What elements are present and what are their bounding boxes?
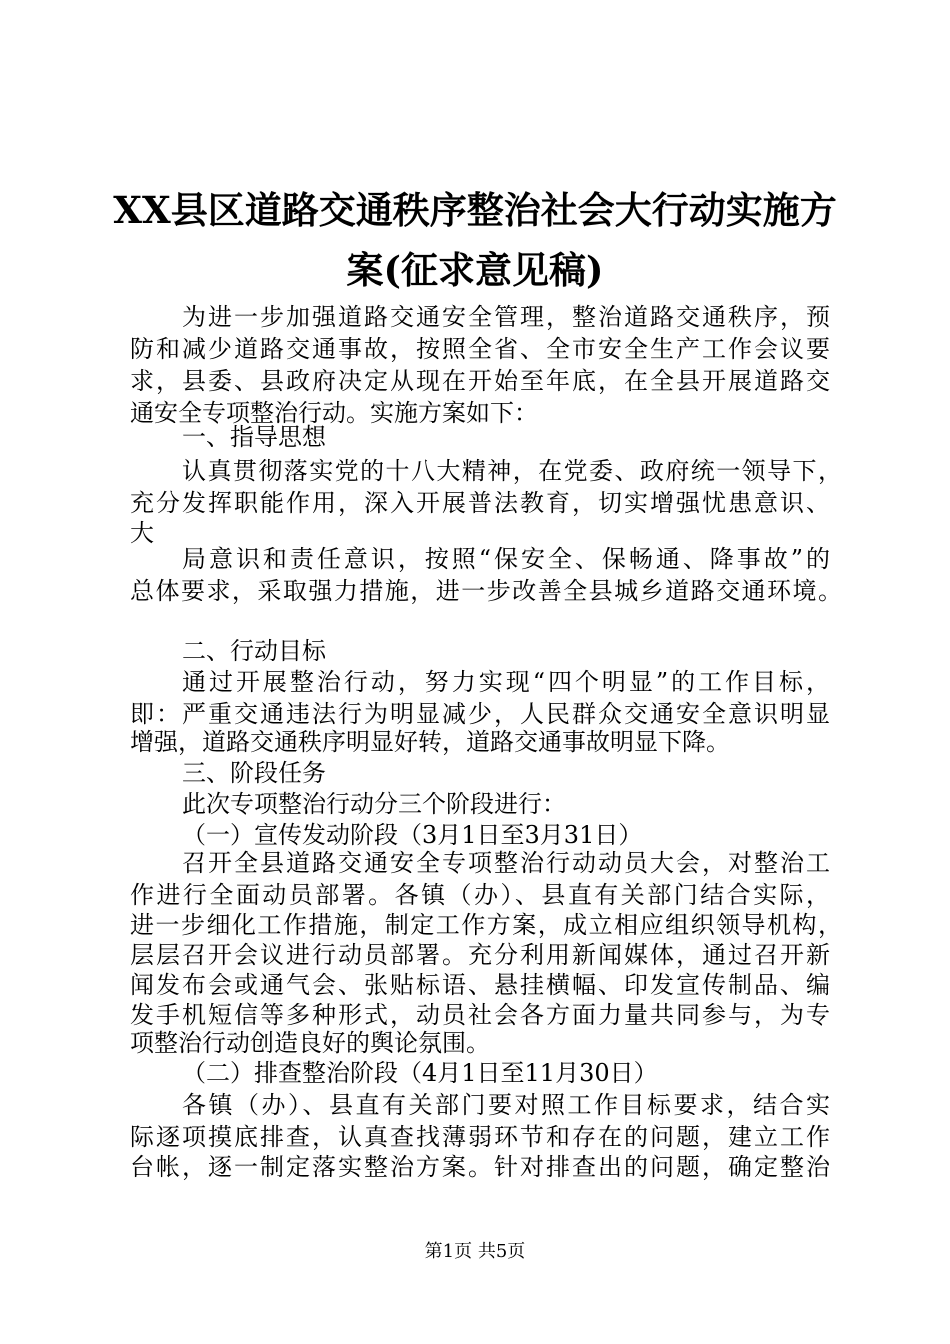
body-line: 通过开展整治行动，努力实现“四个明显”的工作目标，	[182, 668, 830, 696]
page-number-footer: 第1页 共5页	[424, 1241, 526, 1262]
body-line: 此次专项整治行动分三个阶段进行：	[182, 790, 566, 818]
body-line: 层层召开会议进行动员部署。充分利用新闻媒体，通过召开新	[130, 941, 830, 969]
body-line: 各镇（办）、县直有关部门要对照工作目标要求，结合实	[182, 1091, 830, 1119]
body-line: 进一步细化工作措施，制定工作方案，成立相应组织领导机构，	[130, 911, 842, 939]
body-line: 大	[130, 519, 154, 547]
body-line: 发手机短信等多种形式，动员社会各方面力量共同参与，为专	[130, 1001, 830, 1029]
subsection-heading: （一）宣传发动阶段（3月1日至3月31日）	[182, 821, 643, 849]
subsection-heading: （二）排查整治阶段（4月1日至11月30日）	[182, 1059, 658, 1087]
document-title-line-1: XX县区道路交通秩序整治社会大行动实施方	[113, 188, 837, 232]
body-line: 作进行全面动员部署。各镇（办）、县直有关部门结合实际，	[130, 881, 830, 909]
body-line: 增强，道路交通秩序明显好转，道路交通事故明显下降。	[130, 728, 730, 756]
body-line: 认真贯彻落实党的十八大精神，在党委、政府统一领导下，	[182, 457, 842, 485]
body-line: 总体要求，采取强力措施，进一步改善全县城乡道路交通环境。	[130, 577, 842, 605]
body-line: 召开全县道路交通安全专项整治行动动员大会，对整治工	[182, 849, 830, 877]
body-line: 即：严重交通违法行为明显减少，人民群众交通安全意识明显	[130, 700, 830, 728]
body-line: 际逐项摸底排查，认真查找薄弱环节和存在的问题，建立工作	[130, 1123, 830, 1151]
body-line: 通安全专项整治行动。实施方案如下：	[130, 399, 538, 427]
body-line: 防和减少道路交通事故，按照全省、全市安全生产工作会议要	[130, 335, 830, 363]
body-line: 为进一步加强道路交通安全管理，整治道路交通秩序，预	[182, 303, 830, 331]
body-line: 局意识和责任意识，按照“保安全、保畅通、降事故”的	[182, 545, 830, 573]
body-line: 求，县委、县政府决定从现在开始至年底，在全县开展道路交	[130, 367, 830, 395]
section-heading: 三、阶段任务	[182, 759, 326, 787]
body-line: 闻发布会或通气会、张贴标语、悬挂横幅、印发宣传制品、编	[130, 971, 830, 999]
body-line: 台帐，逐一制定落实整治方案。针对排查出的问题，确定整治	[130, 1153, 830, 1181]
document-title-line-2: 案(征求意见稿)	[346, 248, 604, 292]
section-heading: 二、行动目标	[182, 637, 326, 665]
section-heading: 一、指导思想	[182, 423, 326, 451]
body-line: 充分发挥职能作用，深入开展普法教育，切实增强忧患意识、	[130, 489, 830, 517]
body-line: 项整治行动创造良好的舆论氛围。	[130, 1029, 490, 1057]
